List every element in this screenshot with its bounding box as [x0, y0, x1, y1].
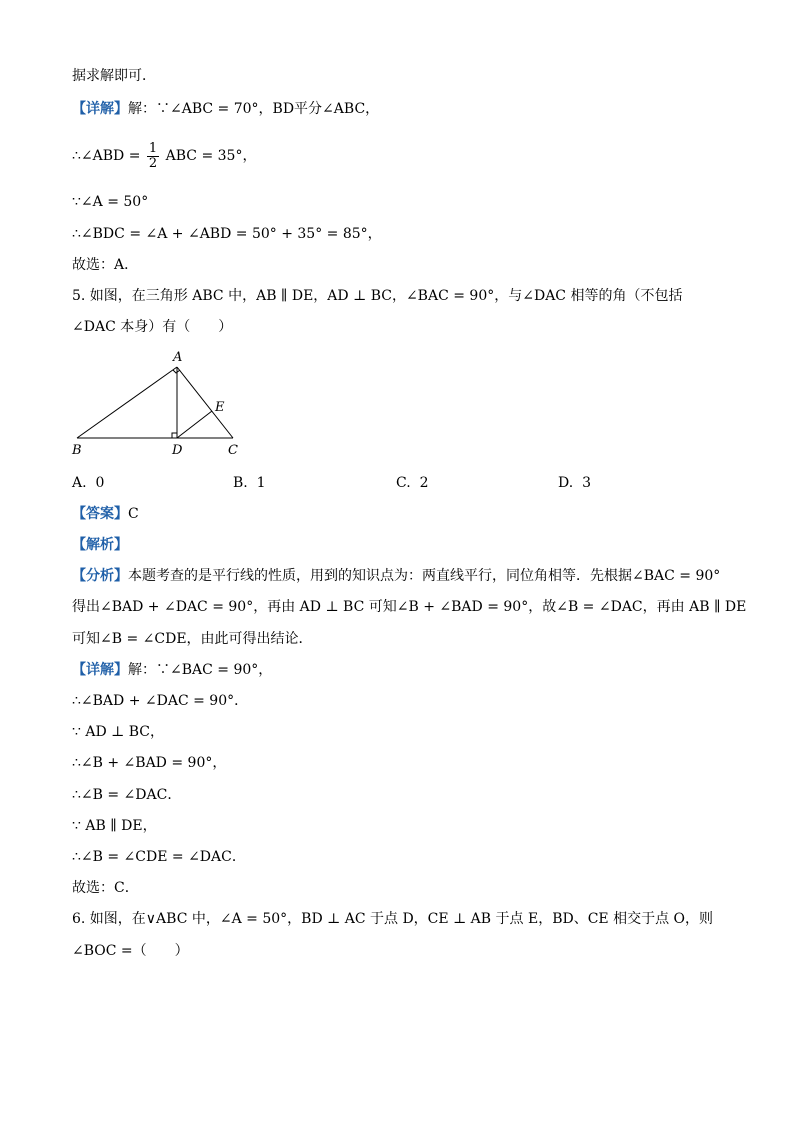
option-letter: A.: [72, 475, 87, 491]
option-letter: C.: [396, 475, 411, 491]
fenxi-line3: 可知∠B = ∠CDE，由此可得出结论．: [72, 631, 313, 647]
option-letter: D.: [558, 475, 574, 491]
label-a: A: [173, 350, 183, 365]
fenxi-label: 【分析】: [72, 568, 128, 584]
analysis-label: 【解析】: [72, 537, 128, 553]
option-a: [72, 474, 104, 492]
text-span: 本题考查的是平行线的性质，用到的知识点为：两直线平行，同位角相等．先根据∠BAC = 90°: [128, 568, 721, 584]
section-label: 【详解】: [72, 101, 128, 117]
question-5-line1: 5. 如图，在三角形 ABC 中，AB ∥ DE，AD ⊥ BC，∠BAC = 90°，与∠DAC 相等的角（不包括: [72, 288, 683, 304]
text-span: 解：∵∠ABC = 70°，BD平分∠ABC，: [128, 101, 380, 117]
text-line: 据求解即可．: [72, 68, 156, 84]
text-span: 解：∵∠BAC = 90°，: [128, 662, 273, 678]
text-line: ∴∠B = ∠CDE = ∠DAC．: [72, 849, 246, 865]
answer-value: C: [128, 506, 139, 522]
formula-line: [72, 141, 256, 171]
text-line: ∴∠B = ∠DAC．: [72, 787, 182, 803]
option-letter: B.: [233, 475, 248, 491]
text-line: [72, 100, 379, 118]
question-6-line2: ∠BOC =（ ）: [72, 943, 189, 959]
fenxi-line2: 得出∠BAD + ∠DAC = 90°，再由 AD ⊥ BC 可知∠B + ∠BAD = 90°，故∠B = ∠DAC，再由 AB ∥ DE: [72, 599, 747, 615]
text-line: 故选：A．: [72, 257, 139, 273]
option-c: [396, 474, 429, 492]
detail-line1: [72, 661, 272, 679]
fenxi-line1: [72, 567, 720, 585]
right-angle-mark-d: [172, 433, 177, 438]
detail-label: 【详解】: [72, 662, 128, 678]
option-d: [558, 474, 591, 492]
text-line: ∵ AD ⊥ BC，: [72, 724, 165, 740]
analysis-line: [72, 536, 128, 554]
text-line: ∴∠B + ∠BAD = 90°，: [72, 755, 227, 771]
option-value: 1: [256, 475, 266, 491]
answer-line: [72, 505, 139, 523]
option-value: 3: [582, 475, 592, 491]
triangle-figure: [60, 345, 260, 460]
option-value: 2: [419, 475, 429, 491]
label-c: C: [228, 443, 238, 458]
text-line: ∴∠BDC = ∠A + ∠ABD = 50° + 35° = 85°，: [72, 226, 382, 242]
text-line: ∵∠A = 50°: [72, 194, 149, 210]
label-b: B: [72, 443, 82, 458]
option-b: [233, 474, 266, 492]
answer-label: 【答案】: [72, 506, 128, 522]
fraction-denominator: 2: [148, 155, 158, 171]
text-line: ∵ AB ∥ DE，: [72, 818, 157, 834]
label-d: D: [172, 443, 183, 458]
fraction: [147, 142, 159, 171]
label-e: E: [215, 400, 225, 415]
segment-ac: [177, 367, 233, 438]
question-6-line1: 6. 如图，在∨ABC 中，∠A = 50°，BD ⊥ AC 于点 D，CE ⊥ AB 于点 E，BD、CE 相交于点 O，则: [72, 911, 714, 927]
segment-de: [177, 411, 212, 438]
text-line: ∴∠BAD + ∠DAC = 90°．: [72, 693, 249, 709]
option-value: 0: [95, 475, 105, 491]
fraction-numerator: 1: [148, 140, 158, 156]
text-line: 故选：C．: [72, 880, 139, 896]
text-span: ∴∠ABD =: [72, 148, 141, 164]
question-5-line2: ∠DAC 本身）有（ ）: [72, 319, 233, 335]
segment-ab: [77, 367, 177, 438]
text-span: ABC = 35°，: [165, 148, 257, 164]
